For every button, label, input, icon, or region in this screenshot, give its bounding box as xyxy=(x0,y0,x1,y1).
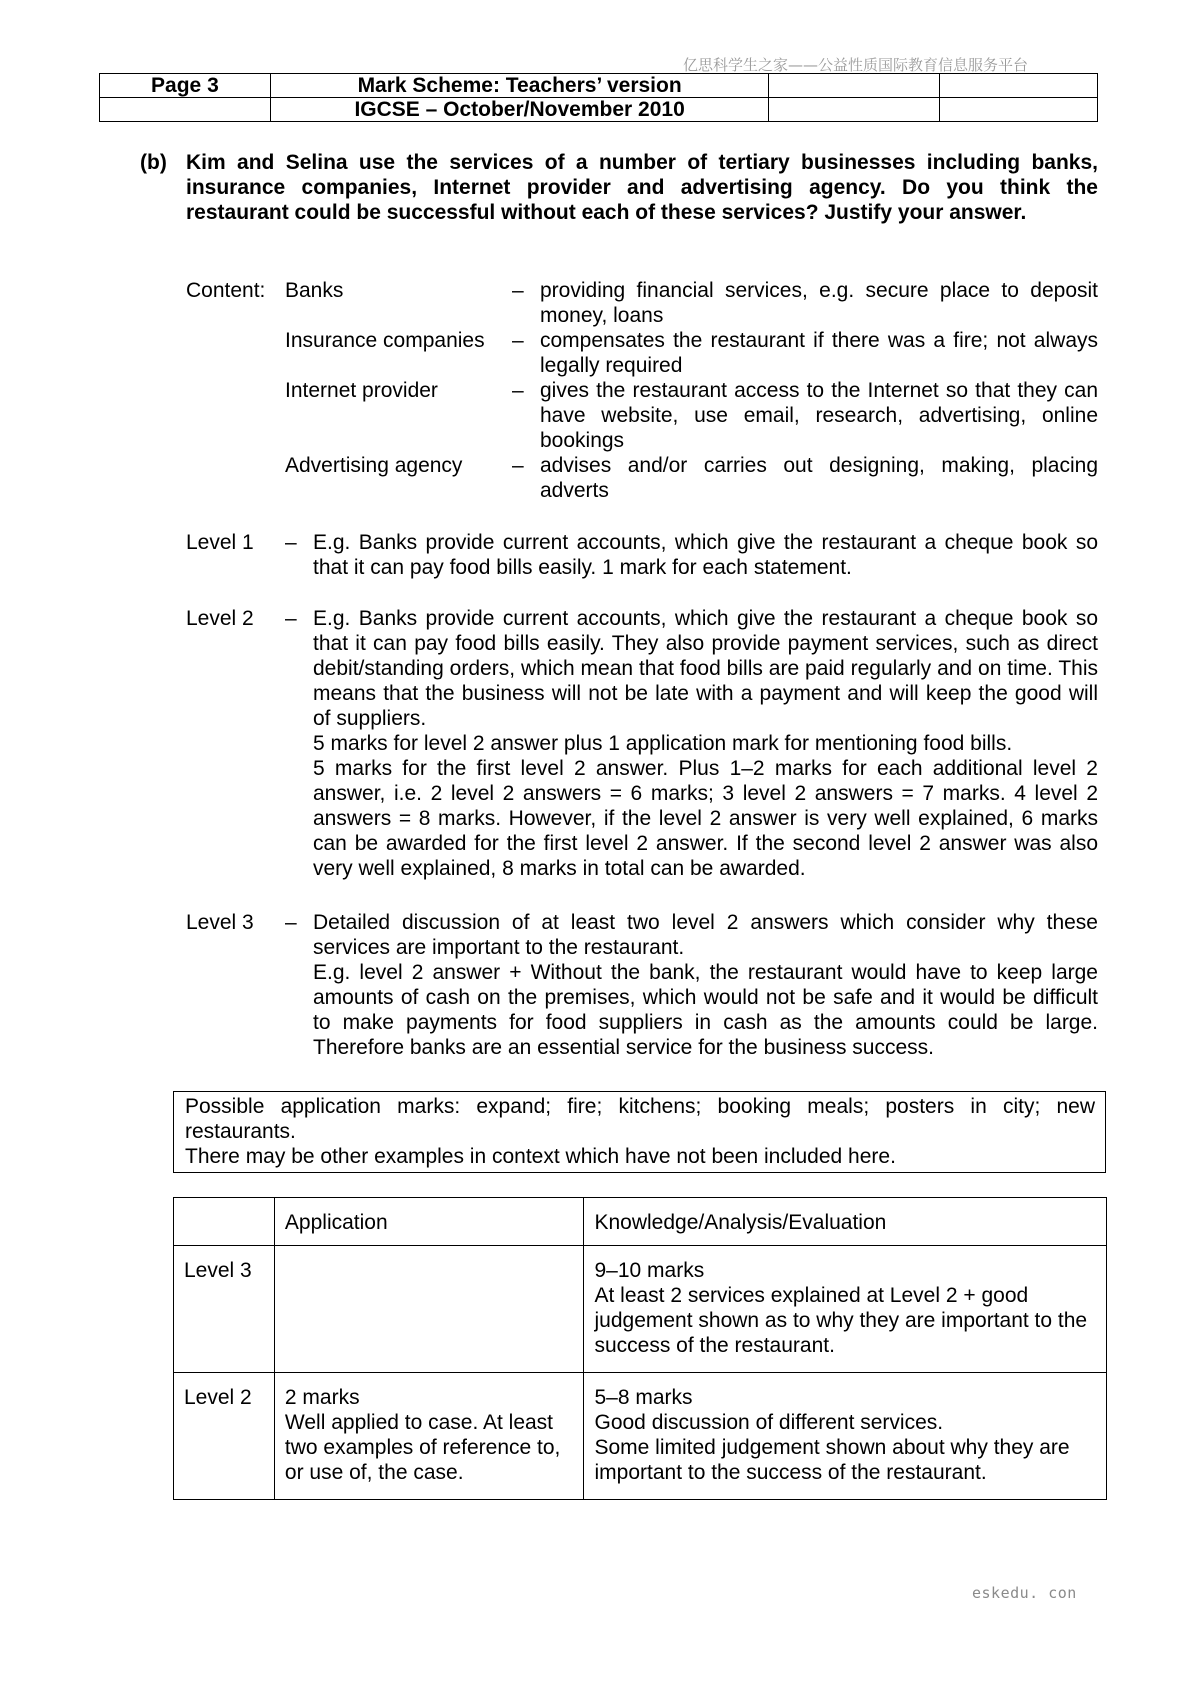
dash: – xyxy=(285,607,297,630)
dash: – xyxy=(285,911,297,934)
content-row xyxy=(186,328,1098,378)
level-name: Level 3 xyxy=(186,911,254,934)
watermark-header-text: 亿思科学生之家——公益性质国际教育信息服务平台 xyxy=(683,56,1029,74)
header-empty-cell xyxy=(100,98,271,122)
level-name: Level 1 xyxy=(186,531,254,554)
level-description xyxy=(313,530,1098,580)
service-description: advises and/or carries out designing, making, placing adverts xyxy=(540,454,1098,502)
header-empty-cell xyxy=(769,98,940,122)
level-paragraph: E.g. level 2 answer + Without the bank, the restaurant would have to keep large amounts of cash on the premises, which would not be safe and it would be difficult to make payments for food suppliers in cash as the amounts could be large. Therefore banks are an essential service for the business success. xyxy=(313,961,1098,1059)
level-description xyxy=(313,606,1098,881)
level-paragraph: E.g. Banks provide current accounts, which give the restaurant a cheque book so that it can pay food bills easily. They also provide payment services, such as direct debit/standing orders, which mean that food bills are paid regularly and on time. This means that the business will not be late with a payment and will keep the good will of suppliers. xyxy=(313,607,1098,730)
watermark-footer-text: eskedu. con xyxy=(972,1584,1077,1602)
marks-table xyxy=(173,1197,1107,1500)
table-header-row xyxy=(174,1198,1107,1246)
question-block xyxy=(140,150,1098,225)
application-marks-note: There may be other examples in context which have not been included here. xyxy=(185,1145,896,1168)
table-row xyxy=(174,1246,1107,1373)
table-header-cell: Knowledge/Analysis/Evaluation xyxy=(584,1198,1107,1246)
marks-range: 9–10 marks xyxy=(594,1259,705,1282)
service-name: Insurance companies xyxy=(285,329,485,352)
question-text: Kim and Selina use the services of a number of tertiary businesses including banks, insurance companies, Internet provider and advertising agency. Do you think the restaurant could be successful without each of these services? Justify your answer. xyxy=(186,151,1098,224)
table-header-cell xyxy=(174,1198,275,1246)
level-paragraph: E.g. Banks provide current accounts, which give the restaurant a cheque book so that it can pay food bills easily. 1 mark for each statement. xyxy=(313,531,1098,579)
exam-session: IGCSE – October/November 2010 xyxy=(270,98,769,122)
content-row xyxy=(186,278,1098,328)
criteria-text: Some limited judgement shown about why they are important to the success of the restaurant. xyxy=(594,1436,1070,1484)
service-name: Advertising agency xyxy=(285,454,463,477)
page-header-table xyxy=(99,73,1098,122)
table-header-cell: Application xyxy=(274,1198,584,1246)
level-description xyxy=(313,910,1098,1060)
level-1-block xyxy=(186,530,1098,580)
service-name: Internet provider xyxy=(285,379,438,402)
dash: – xyxy=(285,531,297,554)
content-row xyxy=(186,378,1098,453)
level-paragraph: 5 marks for the first level 2 answer. Plus 1–2 marks for each additional level 2 answer, i.e. 2 level 2 answers = 6 marks; 3 level 2 answers = 7 marks. 4 level 2 answers = 8 marks. However, if the level 2 answer is very well explained, 6 marks can be awarded for the first level 2 answer. If the second level 2 answer was also very well explained, 8 marks in total can be awarded. xyxy=(313,757,1098,880)
level-cell: Level 3 xyxy=(174,1246,275,1373)
dash: – xyxy=(512,279,524,302)
content-label: Content: xyxy=(186,279,266,302)
knowledge-cell xyxy=(584,1373,1107,1500)
level-paragraph: 5 marks for level 2 answer plus 1 application mark for mentioning food bills. xyxy=(313,732,1013,755)
application-marks-text: Possible application marks: expand; fire; kitchens; booking meals; posters in city; new restaurants. xyxy=(185,1095,1095,1143)
application-marks-box xyxy=(173,1091,1106,1173)
dash: – xyxy=(512,454,524,477)
level-3-block xyxy=(186,910,1098,1060)
application-cell xyxy=(274,1246,584,1373)
service-description: gives the restaurant access to the Internet so that they can have website, use email, research, advertising, online bookings xyxy=(540,379,1098,452)
knowledge-cell xyxy=(584,1246,1107,1373)
header-empty-cell xyxy=(769,74,940,98)
marks-range: 2 marks xyxy=(284,1386,360,1409)
header-empty-cell xyxy=(940,98,1098,122)
mark-scheme-title: Mark Scheme: Teachers’ version xyxy=(270,74,769,98)
level-name: Level 2 xyxy=(186,607,254,630)
service-name: Banks xyxy=(285,279,344,302)
criteria-text: Good discussion of different services. xyxy=(594,1411,944,1434)
dash: – xyxy=(512,329,524,352)
table-row xyxy=(174,1373,1107,1500)
content-list xyxy=(186,278,1098,503)
application-cell xyxy=(274,1373,584,1500)
criteria-text: At least 2 services explained at Level 2 + good judgement shown as to why they are important to the success of the restaurant. xyxy=(594,1284,1088,1357)
marks-range: 5–8 marks xyxy=(594,1386,693,1409)
page-number: Page 3 xyxy=(100,74,271,98)
criteria-text: Well applied to case. At least two examples of reference to, or use of, the case. xyxy=(284,1411,561,1484)
question-label: (b) xyxy=(140,151,167,174)
level-cell: Level 2 xyxy=(174,1373,275,1500)
service-description: compensates the restaurant if there was a fire; not always legally required xyxy=(540,329,1098,377)
service-description: providing financial services, e.g. secure place to deposit money, loans xyxy=(540,279,1098,327)
header-empty-cell xyxy=(940,74,1098,98)
level-paragraph: Detailed discussion of at least two level 2 answers which consider why these services are important to the restaurant. xyxy=(313,911,1098,959)
content-row xyxy=(186,453,1098,503)
level-2-block xyxy=(186,606,1098,881)
dash: – xyxy=(512,379,524,402)
